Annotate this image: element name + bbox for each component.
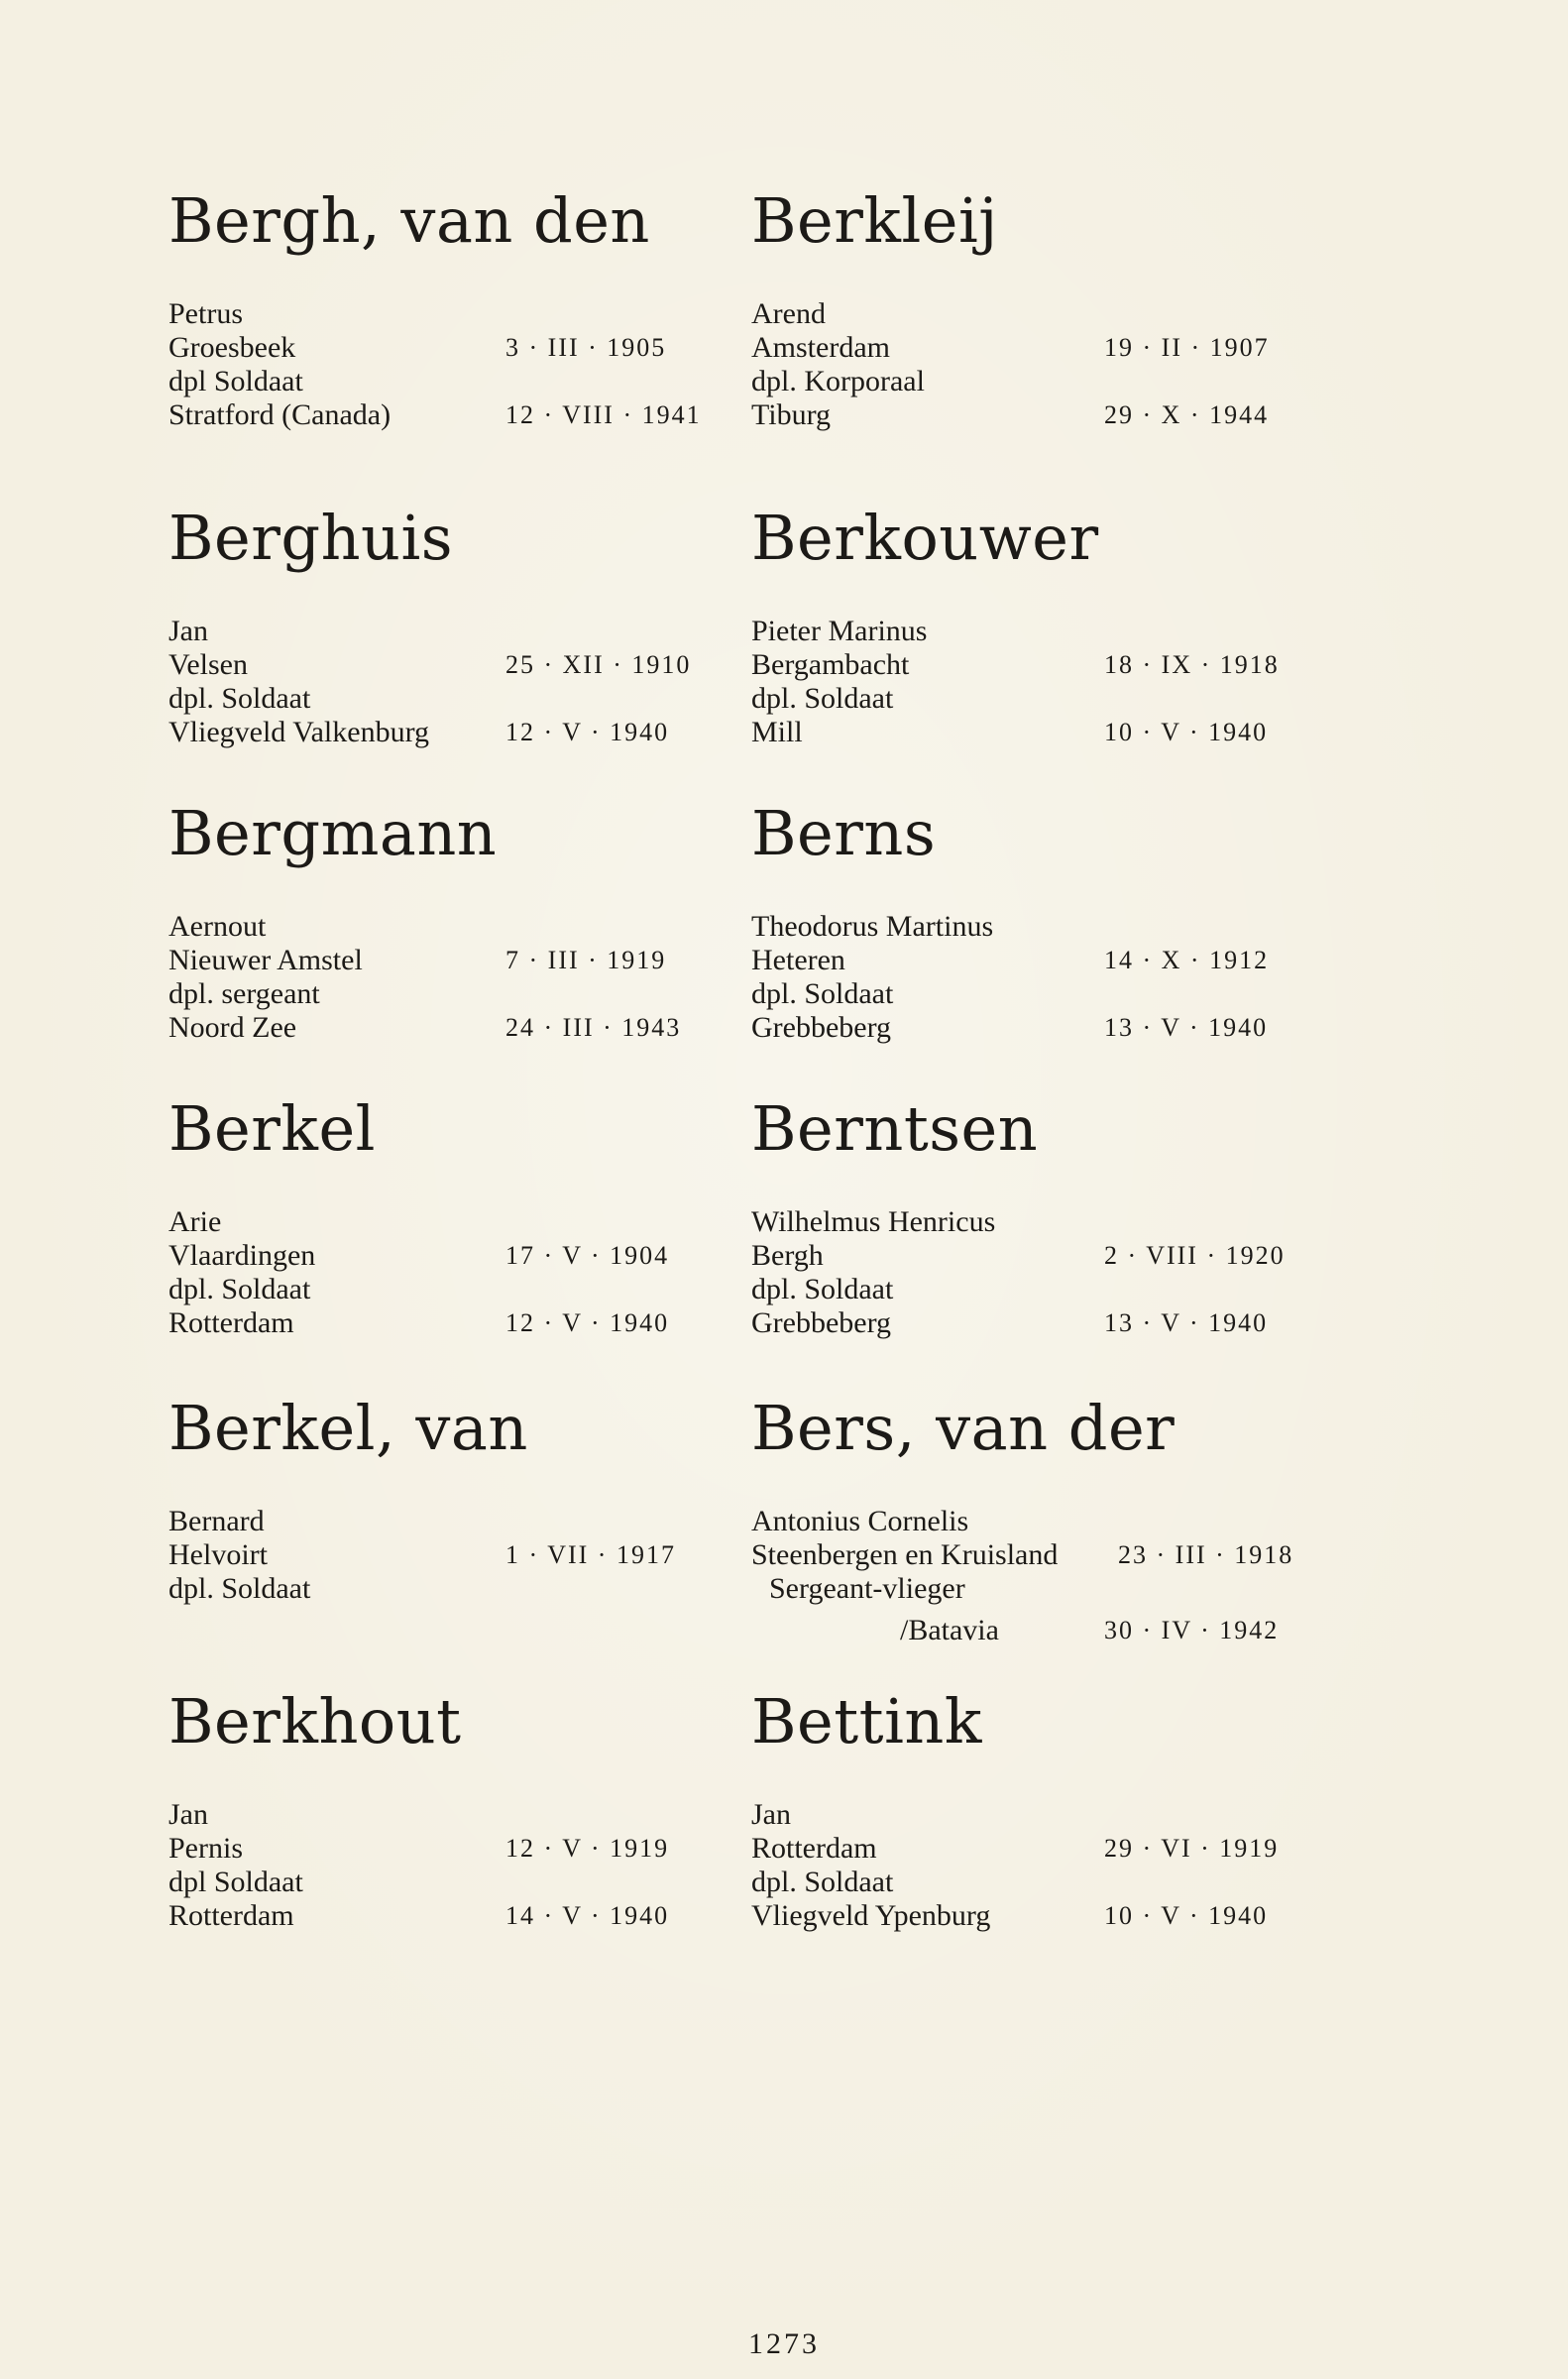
given-names-line [168, 1798, 724, 1832]
rank-line [751, 977, 1306, 1011]
surname-heading: Bers, van der [751, 1392, 1176, 1464]
entry-details [751, 1205, 1306, 1340]
death-place: Mill [751, 716, 803, 748]
surname-heading: Berns [751, 797, 937, 869]
surname-heading: Berkouwer [751, 502, 1099, 574]
birthplace: Pernis [168, 1832, 243, 1865]
birth-date: 3 · III · 1905 [505, 333, 667, 362]
birthplace: Steenbergen en Kruisland [751, 1538, 1059, 1571]
entry-card [168, 502, 724, 749]
entry-card [168, 184, 724, 432]
rank: Sergeant-vlieger [769, 1572, 965, 1605]
surname-heading: Bergmann [168, 797, 498, 869]
rank: dpl. Soldaat [168, 1273, 311, 1305]
birth-date: 7 · III · 1919 [505, 946, 667, 974]
rank-line [168, 682, 724, 716]
given-names: Theodorus Martinus [751, 910, 994, 943]
death-place-line [751, 1899, 1306, 1933]
death-date: 12 · VIII · 1941 [505, 400, 702, 429]
rank-line [751, 365, 1306, 398]
entry-details [751, 1798, 1306, 1933]
death-place-line [751, 716, 1306, 749]
death-date: 29 · X · 1944 [1104, 400, 1270, 429]
birthplace: Nieuwer Amstel [168, 944, 363, 976]
given-names-line [751, 1505, 1306, 1538]
rank: dpl. Soldaat [168, 1572, 311, 1605]
entry-card [168, 1685, 724, 1933]
birthplace-line [168, 1538, 724, 1572]
death-place: Grebbeberg [751, 1011, 892, 1044]
entry-details [751, 910, 1306, 1045]
death-place: Grebbeberg [751, 1306, 892, 1339]
birth-date: 14 · X · 1912 [1104, 946, 1270, 974]
rank: dpl. Soldaat [751, 682, 894, 715]
given-names-line [751, 1798, 1306, 1832]
given-names-line [168, 615, 724, 648]
given-names-line [751, 1205, 1306, 1239]
given-names-line [751, 297, 1306, 331]
birthplace: Velsen [168, 648, 248, 681]
given-names: Jan [168, 615, 208, 647]
entry-card [751, 1092, 1306, 1340]
surname-heading: Berntsen [751, 1092, 1039, 1165]
death-date: 30 · IV · 1942 [1104, 1616, 1280, 1644]
death-place: Rotterdam [168, 1306, 294, 1339]
rank-line [168, 1866, 724, 1899]
entry-card [168, 797, 724, 1045]
birth-date: 17 · V · 1904 [505, 1241, 670, 1270]
surname-heading: Berkel, van [168, 1392, 528, 1464]
birthplace-line [168, 331, 724, 365]
given-names-line [751, 615, 1306, 648]
birth-date: 12 · V · 1919 [505, 1834, 670, 1863]
rank: dpl. Soldaat [751, 1866, 894, 1898]
death-place-line [168, 398, 724, 432]
entry-details [751, 297, 1306, 432]
entry-details [168, 1205, 724, 1340]
birthplace-line [168, 1832, 724, 1866]
rank: dpl. Soldaat [751, 977, 894, 1010]
birthplace: Groesbeek [168, 331, 296, 364]
death-place-line [751, 1306, 1306, 1340]
birthplace-line [751, 1832, 1306, 1866]
rank-line [751, 1273, 1306, 1306]
rank-line [751, 1866, 1306, 1899]
birthplace-line [168, 648, 724, 682]
birthplace-line [751, 1239, 1306, 1273]
birthplace-line [168, 1239, 724, 1273]
birth-date: 25 · XII · 1910 [505, 650, 692, 679]
given-names: Petrus [168, 297, 243, 330]
given-names-line [168, 1505, 724, 1538]
rank: dpl. Soldaat [168, 682, 311, 715]
entry-card [751, 184, 1306, 432]
death-date: 10 · V · 1940 [1104, 718, 1269, 746]
birthplace: Heteren [751, 944, 845, 976]
surname-heading: Berkhout [168, 1685, 462, 1757]
rank: dpl. Soldaat [751, 1273, 894, 1305]
given-names: Jan [751, 1798, 791, 1831]
death-place: Tiburg [751, 398, 832, 431]
surname-heading: Berkleij [751, 184, 999, 257]
birth-date: 1 · VII · 1917 [505, 1540, 676, 1569]
given-names: Pieter Marinus [751, 615, 928, 647]
birthplace: Amsterdam [751, 331, 890, 364]
birthplace: Rotterdam [751, 1832, 877, 1865]
entry-details [168, 615, 724, 749]
death-date: 10 · V · 1940 [1104, 1901, 1269, 1930]
birth-date: 19 · II · 1907 [1104, 333, 1270, 362]
entry-card [168, 1392, 724, 1606]
given-names: Jan [168, 1798, 208, 1831]
death-place: Stratford (Canada) [168, 398, 392, 431]
death-place: Vliegveld Valkenburg [168, 716, 430, 748]
rank: dpl Soldaat [168, 365, 303, 397]
given-names: Arie [168, 1205, 222, 1238]
death-place: Rotterdam [168, 1899, 294, 1932]
rank: dpl. sergeant [168, 977, 320, 1010]
given-names: Antonius Cornelis [751, 1505, 969, 1537]
birthplace: Helvoirt [168, 1538, 268, 1571]
entry-details [168, 297, 724, 432]
birthplace-line [751, 331, 1306, 365]
surname-heading: Bergh, van den [168, 184, 650, 257]
entry-details [168, 1505, 724, 1606]
birthplace: Vlaardingen [168, 1239, 316, 1272]
given-names-line [168, 297, 724, 331]
death-date: 12 · V · 1940 [505, 718, 670, 746]
death-date: 24 · III · 1943 [505, 1013, 682, 1042]
surname-heading: Berghuis [168, 502, 454, 574]
birthplace: Bergambacht [751, 648, 910, 681]
death-date: 13 · V · 1940 [1104, 1013, 1269, 1042]
death-place-line [168, 1306, 724, 1340]
given-names: Aernout [168, 910, 267, 943]
birthplace-line [751, 944, 1306, 977]
death-place-line [751, 1614, 1306, 1647]
entry-details [751, 615, 1306, 749]
page-number: 1273 [748, 2327, 820, 2360]
entry-details [168, 1798, 724, 1933]
rank-line [168, 1572, 724, 1606]
entry-card [751, 502, 1306, 749]
birthplace: Bergh [751, 1239, 824, 1272]
birthplace-line [168, 944, 724, 977]
death-date: 13 · V · 1940 [1104, 1308, 1269, 1337]
surname-heading: Bettink [751, 1685, 982, 1757]
rank: dpl Soldaat [168, 1866, 303, 1898]
birthplace-line [751, 1538, 1306, 1572]
given-names: Arend [751, 297, 826, 330]
death-place: Noord Zee [168, 1011, 297, 1044]
rank-line [168, 365, 724, 398]
birth-date: 23 · III · 1918 [1118, 1540, 1294, 1569]
rank-line [168, 1273, 724, 1306]
birth-date: 29 · VI · 1919 [1104, 1834, 1280, 1863]
rank-line [168, 977, 724, 1011]
death-place: Vliegveld Ypenburg [751, 1899, 991, 1932]
birthplace-line [751, 648, 1306, 682]
death-date: 12 · V · 1940 [505, 1308, 670, 1337]
rank-line [751, 1572, 1306, 1606]
death-place-line [751, 398, 1306, 432]
rank: dpl. Korporaal [751, 365, 925, 397]
entry-card [168, 1092, 724, 1340]
given-names: Wilhelmus Henricus [751, 1205, 996, 1238]
entry-card [751, 1392, 1306, 1647]
death-place: /Batavia [900, 1614, 999, 1646]
entry-details [751, 1505, 1306, 1647]
given-names-line [168, 1205, 724, 1239]
death-place-line [168, 1011, 724, 1045]
death-date: 14 · V · 1940 [505, 1901, 670, 1930]
entry-card [751, 1685, 1306, 1933]
birth-date: 18 · IX · 1918 [1104, 650, 1280, 679]
death-place-line [751, 1011, 1306, 1045]
death-place-line [168, 1899, 724, 1933]
given-names-line [168, 910, 724, 944]
surname-heading: Berkel [168, 1092, 376, 1165]
rank-line [751, 682, 1306, 716]
entry-card [751, 797, 1306, 1045]
death-place-line [168, 716, 724, 749]
given-names: Bernard [168, 1505, 265, 1537]
given-names-line [751, 910, 1306, 944]
entry-details [168, 910, 724, 1045]
birth-date: 2 · VIII · 1920 [1104, 1241, 1286, 1270]
